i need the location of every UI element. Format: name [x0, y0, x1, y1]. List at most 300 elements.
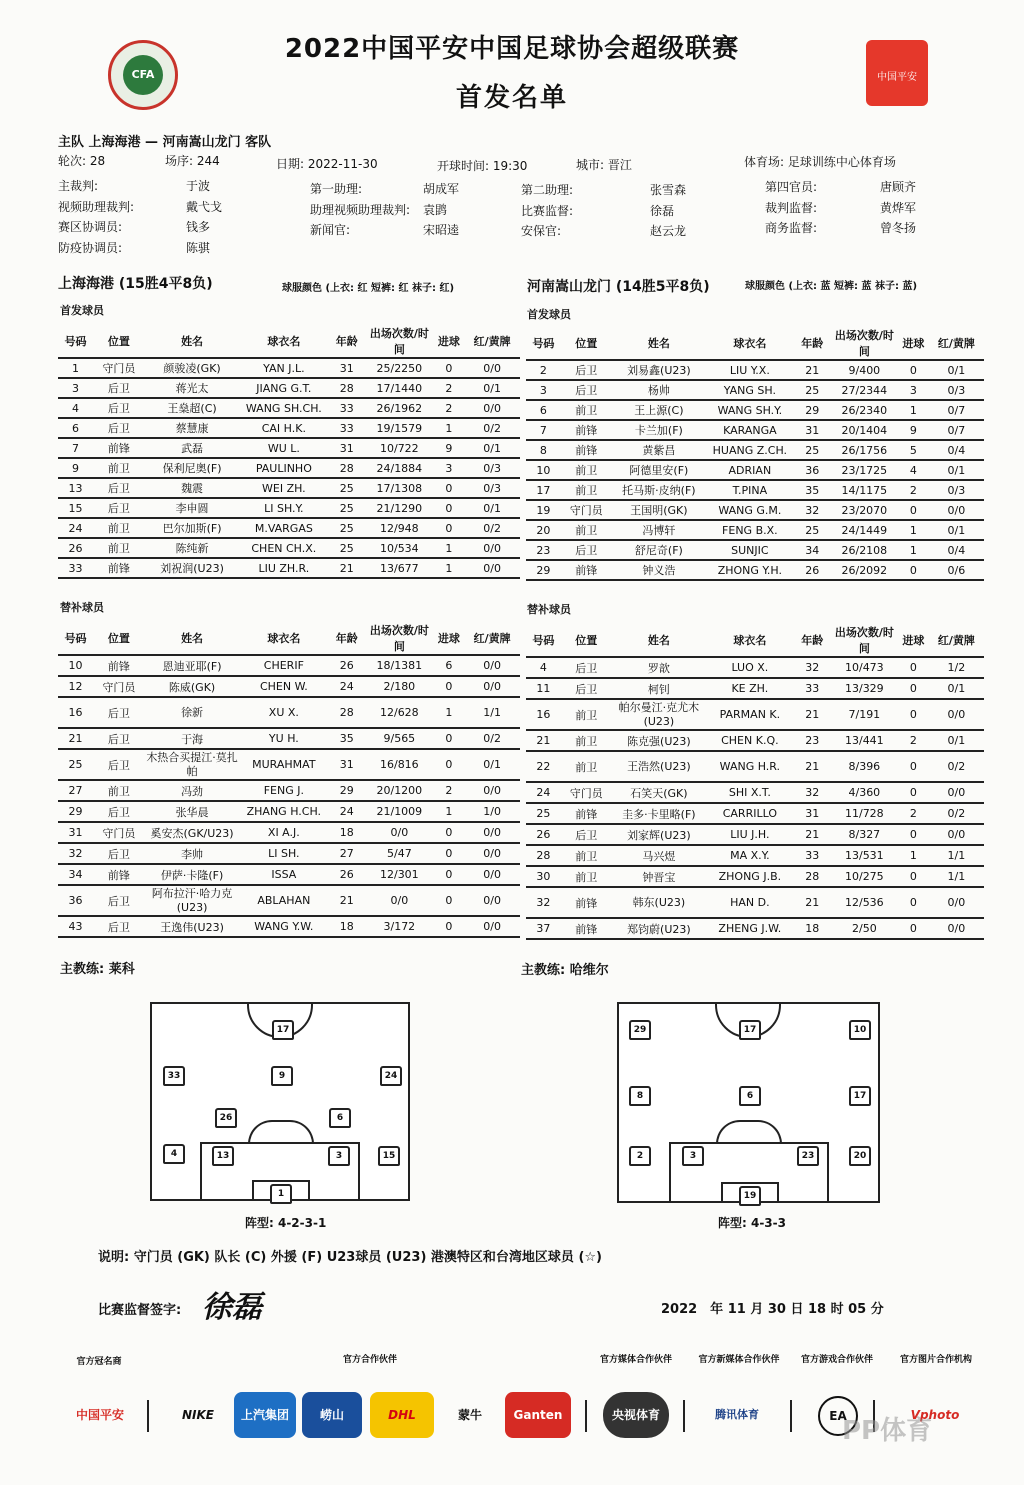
home-subs-label: 替补球员 [60, 601, 104, 614]
table-cell: 1 [433, 418, 464, 438]
sponsor-label-gaming: 官方游戏合作伙伴 [800, 1355, 873, 1365]
away-subs-table [526, 624, 984, 940]
table-cell: 3/172 [365, 916, 433, 937]
table-cell: 0 [898, 699, 929, 730]
table-cell: 前锋 [93, 438, 145, 458]
table-cell: 25 [328, 478, 365, 498]
home-pitch-diagram [150, 1002, 410, 1201]
table-cell: 圭多·卡里略(F) [612, 803, 706, 824]
sponsor-mengniu: 蒙牛 [457, 1408, 482, 1422]
player-shirt-icon: 15 [378, 1146, 400, 1166]
table-cell: 0/2 [929, 803, 984, 824]
table-cell: 0 [433, 676, 464, 697]
table-cell: 21 [794, 824, 831, 845]
table-cell: 22 [526, 751, 561, 782]
column-header: 姓名 [612, 327, 706, 360]
table-header-row [58, 325, 520, 358]
table-cell: 26 [328, 864, 365, 885]
table-cell: 4/360 [831, 782, 898, 803]
table-row [526, 540, 984, 560]
away-formation: 阵型: 4-3-3 [718, 1216, 786, 1230]
table-cell: 蒋光太 [145, 378, 240, 398]
table-cell: 0/0 [464, 780, 520, 801]
table-cell: 0 [433, 478, 464, 498]
table-cell: JIANG G.T. [240, 378, 329, 398]
table-cell: 26 [328, 655, 365, 676]
table-cell: 23 [526, 540, 561, 560]
table-cell: 28 [328, 697, 365, 728]
table-row [526, 887, 984, 918]
table-cell: 前卫 [93, 518, 145, 538]
official-role: 第二助理: [521, 183, 574, 197]
table-cell: 0/2 [464, 728, 520, 749]
table-cell: 前卫 [561, 460, 612, 480]
sponsor-ganten: Ganten [505, 1392, 571, 1438]
column-header: 号码 [526, 327, 561, 360]
table-cell: KE ZH. [706, 678, 794, 699]
sponsor-label-photo: 官方图片合作机构 [899, 1355, 972, 1365]
table-cell: 守门员 [93, 676, 145, 697]
table-cell: 0/0 [464, 843, 520, 864]
table-cell: 33 [328, 418, 365, 438]
table-cell: 0 [898, 918, 929, 939]
home-team-name: 上海海港 (15胜4平8负) [58, 276, 213, 292]
table-header-row [58, 622, 520, 655]
table-cell: 0 [433, 864, 464, 885]
teams-line: 主队 上海海港 — 河南嵩山龙门 客队 [58, 135, 272, 150]
column-header: 出场次数/时间 [365, 622, 433, 655]
table-cell: 21/1009 [365, 801, 433, 822]
table-row [58, 438, 520, 458]
table-cell: 2 [898, 480, 929, 500]
table-cell: 0/6 [929, 560, 984, 580]
signature-label: 比赛监督签字: [98, 1303, 182, 1318]
table-cell: 16 [58, 697, 93, 728]
table-cell: 33 [58, 558, 93, 578]
table-cell: 32 [794, 782, 831, 803]
table-row [526, 400, 984, 420]
match-date: 日期: 2022-11-30 [276, 157, 378, 171]
table-cell: 0/0 [929, 887, 984, 918]
official-role: 第四官员: [765, 180, 818, 194]
sponsor-separator [790, 1400, 792, 1432]
table-cell: 9/400 [831, 360, 898, 380]
table-row [526, 360, 984, 380]
home-coach: 主教练: 莱科 [60, 962, 135, 977]
table-cell: 0/7 [929, 420, 984, 440]
column-header: 姓名 [145, 325, 240, 358]
player-shirt-icon: 1 [270, 1184, 292, 1204]
table-cell: 4 [526, 657, 561, 678]
column-header: 球衣名 [240, 325, 329, 358]
table-cell: 0 [433, 358, 464, 378]
table-cell: ZHONG J.B. [706, 866, 794, 887]
table-cell: 2 [898, 730, 929, 751]
table-cell: 0 [898, 657, 929, 678]
table-cell: 冯博轩 [612, 520, 706, 540]
table-cell: 24 [58, 518, 93, 538]
official-role: 视频助理裁判: [58, 200, 135, 214]
table-row [58, 498, 520, 518]
table-cell: SUNJIC [706, 540, 794, 560]
table-cell: 守门员 [93, 358, 145, 378]
home-starters-table [58, 325, 520, 579]
table-cell: 守门员 [93, 822, 145, 843]
table-row [58, 478, 520, 498]
table-cell: 2 [433, 378, 464, 398]
table-cell: 33 [328, 398, 365, 418]
table-cell: LUO X. [706, 657, 794, 678]
table-cell: YANG SH. [706, 380, 794, 400]
table-cell: 7 [526, 420, 561, 440]
player-shirt-icon: 8 [629, 1086, 651, 1106]
table-cell: 32 [58, 843, 93, 864]
table-cell: 21 [794, 887, 831, 918]
table-cell: 23/1725 [831, 460, 898, 480]
table-cell: 7 [58, 438, 93, 458]
table-cell: 32 [526, 887, 561, 918]
away-coach: 主教练: 哈维尔 [521, 963, 609, 978]
table-cell: 1 [898, 400, 929, 420]
table-cell: 0 [898, 678, 929, 699]
table-row [58, 749, 520, 780]
column-header: 出场次数/时间 [365, 325, 433, 358]
table-cell: 前卫 [93, 780, 145, 801]
sponsor-label-title: 官方冠名商 [76, 1357, 122, 1367]
table-cell: 12/536 [831, 887, 898, 918]
sponsor-separator [585, 1400, 587, 1432]
away-team-name: 河南嵩山龙门 (14胜5平8负) [527, 279, 710, 295]
table-cell: 1 [898, 540, 929, 560]
table-cell: 25 [328, 498, 365, 518]
table-cell: CHERIF [240, 655, 329, 676]
column-header: 位置 [561, 327, 612, 360]
table-cell: ZHANG H.CH. [240, 801, 329, 822]
sponsor-cctv-sports: 央视体育 [603, 1392, 669, 1438]
table-cell: 10/534 [365, 538, 433, 558]
table-cell: ISSA [240, 864, 329, 885]
table-cell: 12/628 [365, 697, 433, 728]
table-row [526, 866, 984, 887]
kickoff-time: 开球时间: 19:30 [437, 159, 528, 173]
table-cell: 25 [794, 380, 831, 400]
home-subs-table [58, 622, 520, 938]
table-cell: 颜骏凌(GK) [145, 358, 240, 378]
table-cell: 0/1 [929, 460, 984, 480]
official-role: 安保官: [521, 224, 562, 238]
city: 城市: 晋江 [576, 158, 632, 172]
table-cell: CAI H.K. [240, 418, 329, 438]
sponsor-vphoto: Vphoto [910, 1408, 960, 1422]
column-header: 姓名 [612, 624, 706, 657]
table-cell: 7/191 [831, 699, 898, 730]
table-cell: 34 [794, 540, 831, 560]
table-cell: WANG G.M. [706, 500, 794, 520]
table-cell: 27 [328, 843, 365, 864]
away-pitch-diagram [617, 1002, 880, 1203]
table-cell: 杨帅 [612, 380, 706, 400]
table-row [526, 380, 984, 400]
table-row [526, 824, 984, 845]
table-cell: 3 [526, 380, 561, 400]
official-name: 黄烨军 [880, 201, 917, 215]
table-row [58, 676, 520, 697]
table-cell: 0/0 [464, 885, 520, 916]
table-cell: 罗歆 [612, 657, 706, 678]
table-cell: 0/0 [365, 885, 433, 916]
match-number: 场序: 244 [165, 154, 220, 168]
table-cell: 卡兰加(F) [612, 420, 706, 440]
table-cell: 后卫 [561, 824, 612, 845]
table-cell: LIU J.H. [706, 824, 794, 845]
table-cell: 1/1 [464, 697, 520, 728]
sponsor-separator [683, 1400, 685, 1432]
table-cell: 后卫 [93, 478, 145, 498]
sponsor-label-new-media: 官方新媒体合作伙伴 [698, 1355, 780, 1365]
table-cell: 0/3 [929, 480, 984, 500]
table-cell: 0/0 [464, 358, 520, 378]
table-cell: 26 [794, 560, 831, 580]
table-cell: 33 [794, 845, 831, 866]
sponsor-dhl: DHL [370, 1392, 434, 1438]
table-cell: 刘家辉(U23) [612, 824, 706, 845]
table-cell: 5/47 [365, 843, 433, 864]
table-cell: 0 [898, 500, 929, 520]
table-cell: 于海 [145, 728, 240, 749]
official-role: 比赛监督: [521, 204, 574, 218]
table-row [526, 918, 984, 939]
table-cell: 前锋 [93, 864, 145, 885]
table-cell: 25 [794, 520, 831, 540]
table-cell: 24 [328, 801, 365, 822]
table-cell: 后卫 [561, 540, 612, 560]
table-cell: 恩迪亚耶(F) [145, 655, 240, 676]
table-cell: 阿德里安(F) [612, 460, 706, 480]
table-cell: 21 [794, 360, 831, 380]
home-kit-colors: 球服颜色 (上衣: 红 短裤: 红 袜子: 红) [282, 283, 455, 294]
table-cell: 26/1756 [831, 440, 898, 460]
table-cell: 14/1175 [831, 480, 898, 500]
table-cell: 1/2 [929, 657, 984, 678]
table-cell: 26/2092 [831, 560, 898, 580]
table-cell: 0/0 [929, 918, 984, 939]
table-cell: 25 [58, 749, 93, 780]
official-name: 张雪森 [650, 183, 687, 197]
table-cell: 0/2 [464, 418, 520, 438]
column-header: 出场次数/时间 [831, 327, 898, 360]
table-cell: 0/3 [464, 458, 520, 478]
table-cell: 阿布拉汗·哈力克(U23) [145, 885, 240, 916]
table-cell: 37 [526, 918, 561, 939]
player-shirt-icon: 33 [163, 1066, 185, 1086]
column-header: 年龄 [328, 622, 365, 655]
official-role: 防疫协调员: [58, 241, 123, 255]
table-row [58, 458, 520, 478]
table-cell: 20 [526, 520, 561, 540]
table-row [526, 420, 984, 440]
table-cell: 0/0 [464, 864, 520, 885]
table-row [526, 803, 984, 824]
column-header: 进球 [898, 624, 929, 657]
official-name: 赵云龙 [650, 224, 687, 238]
table-cell: 后卫 [561, 380, 612, 400]
signature-datetime: 2022 年 11 月 30 日 18 时 05 分 [661, 1302, 884, 1317]
table-cell: 0/2 [464, 518, 520, 538]
table-cell: 25 [328, 518, 365, 538]
table-cell: 24 [328, 676, 365, 697]
table-row [58, 728, 520, 749]
table-row [526, 678, 984, 699]
table-cell: 1 [433, 558, 464, 578]
table-cell: 30 [526, 866, 561, 887]
table-cell: 13/441 [831, 730, 898, 751]
table-cell: MURAHMAT [240, 749, 329, 780]
table-cell: 前锋 [561, 420, 612, 440]
column-header: 球衣名 [706, 624, 794, 657]
table-cell: 25 [794, 440, 831, 460]
table-cell: 0/4 [929, 440, 984, 460]
official-role: 第一助理: [310, 182, 363, 196]
table-cell: 0/0 [464, 822, 520, 843]
player-shirt-icon: 23 [797, 1146, 819, 1166]
table-cell: 1/1 [929, 866, 984, 887]
table-cell: 后卫 [93, 728, 145, 749]
table-cell: 17/1440 [365, 378, 433, 398]
table-cell: 守门员 [561, 782, 612, 803]
cfa-logo-text: CFA [123, 55, 163, 95]
table-row [526, 845, 984, 866]
document-subtitle: 首发名单 [455, 83, 568, 113]
table-cell: 0 [898, 782, 929, 803]
table-cell: 0 [433, 728, 464, 749]
player-shirt-icon: 17 [849, 1086, 871, 1106]
player-shirt-icon: 6 [329, 1108, 351, 1128]
table-cell: 12/301 [365, 864, 433, 885]
table-cell: XU X. [240, 697, 329, 728]
table-cell: SHI X.T. [706, 782, 794, 803]
table-cell: 29 [794, 400, 831, 420]
table-cell: PAULINHO [240, 458, 329, 478]
table-cell: 27/2344 [831, 380, 898, 400]
table-cell: 11/728 [831, 803, 898, 824]
table-cell: 2 [433, 398, 464, 418]
player-shirt-icon: 3 [682, 1146, 704, 1166]
table-cell: 0/0 [365, 822, 433, 843]
table-cell: 29 [58, 801, 93, 822]
player-shirt-icon: 26 [215, 1108, 237, 1128]
table-row [526, 751, 984, 782]
table-cell: 10 [526, 460, 561, 480]
table-cell: MA X.Y. [706, 845, 794, 866]
table-cell: 16 [526, 699, 561, 730]
sponsor-label-media: 官方媒体合作伙伴 [599, 1355, 672, 1365]
away-starters-table [526, 327, 984, 581]
column-header: 进球 [433, 622, 464, 655]
sponsor-saic: 上汽集团 [234, 1392, 296, 1438]
table-cell: 前卫 [561, 845, 612, 866]
table-row [526, 657, 984, 678]
table-cell: 26/1962 [365, 398, 433, 418]
away-subs-label: 替补球员 [527, 603, 571, 616]
table-cell: 冯劲 [145, 780, 240, 801]
table-cell: 28 [328, 378, 365, 398]
official-name: 陈骐 [186, 241, 211, 255]
table-cell: 1 [433, 538, 464, 558]
table-cell: WANG SH.CH. [240, 398, 329, 418]
table-cell: ZHONG Y.H. [706, 560, 794, 580]
table-cell: 2 [898, 803, 929, 824]
table-cell: 守门员 [561, 500, 612, 520]
table-cell: 马兴煜 [612, 845, 706, 866]
column-header: 年龄 [794, 327, 831, 360]
table-cell: 蔡慧康 [145, 418, 240, 438]
table-cell: 31 [328, 749, 365, 780]
column-header: 号码 [58, 325, 93, 358]
table-cell: 16/816 [365, 749, 433, 780]
table-cell: 0 [433, 822, 464, 843]
official-name: 胡成军 [423, 182, 460, 196]
table-cell: 24/1449 [831, 520, 898, 540]
table-cell: 陈纯新 [145, 538, 240, 558]
table-cell: T.PINA [706, 480, 794, 500]
official-name: 徐磊 [650, 204, 675, 218]
table-row [58, 418, 520, 438]
table-cell: 0/3 [929, 380, 984, 400]
table-cell: 0 [898, 560, 929, 580]
table-cell: 0/1 [929, 360, 984, 380]
table-cell: M.VARGAS [240, 518, 329, 538]
table-cell: 0/0 [929, 782, 984, 803]
table-cell: 前卫 [561, 751, 612, 782]
table-cell: 0/1 [929, 730, 984, 751]
table-cell: 1 [433, 801, 464, 822]
table-cell: 1 [898, 845, 929, 866]
table-row [58, 885, 520, 916]
table-cell: 伊萨·卡隆(F) [145, 864, 240, 885]
table-cell: 12/948 [365, 518, 433, 538]
table-cell: 20/1404 [831, 420, 898, 440]
table-cell: 31 [328, 438, 365, 458]
table-cell: CHEN W. [240, 676, 329, 697]
table-cell: 0 [898, 824, 929, 845]
column-header: 姓名 [145, 622, 240, 655]
sponsor-laoshan: 崂山 [302, 1392, 362, 1438]
table-cell: 29 [328, 780, 365, 801]
table-cell: 11 [526, 678, 561, 699]
player-shirt-icon: 10 [849, 1020, 871, 1040]
table-cell: HUANG Z.CH. [706, 440, 794, 460]
table-cell: 31 [794, 420, 831, 440]
table-row [526, 560, 984, 580]
official-role: 赛区协调员: [58, 220, 123, 234]
table-cell: 前锋 [561, 918, 612, 939]
table-cell: 后卫 [93, 843, 145, 864]
table-cell: 后卫 [93, 378, 145, 398]
table-cell: 25 [526, 803, 561, 824]
away-starters-label: 首发球员 [527, 308, 571, 321]
table-cell: 前卫 [561, 866, 612, 887]
table-cell: 2/180 [365, 676, 433, 697]
table-row [58, 518, 520, 538]
table-cell: 10 [58, 655, 93, 676]
table-cell: CHEN CH.X. [240, 538, 329, 558]
table-cell: 前卫 [93, 538, 145, 558]
column-header: 位置 [93, 325, 145, 358]
table-cell: 前锋 [561, 560, 612, 580]
table-cell: 24/1884 [365, 458, 433, 478]
table-cell: 33 [794, 678, 831, 699]
table-cell: 21 [794, 699, 831, 730]
